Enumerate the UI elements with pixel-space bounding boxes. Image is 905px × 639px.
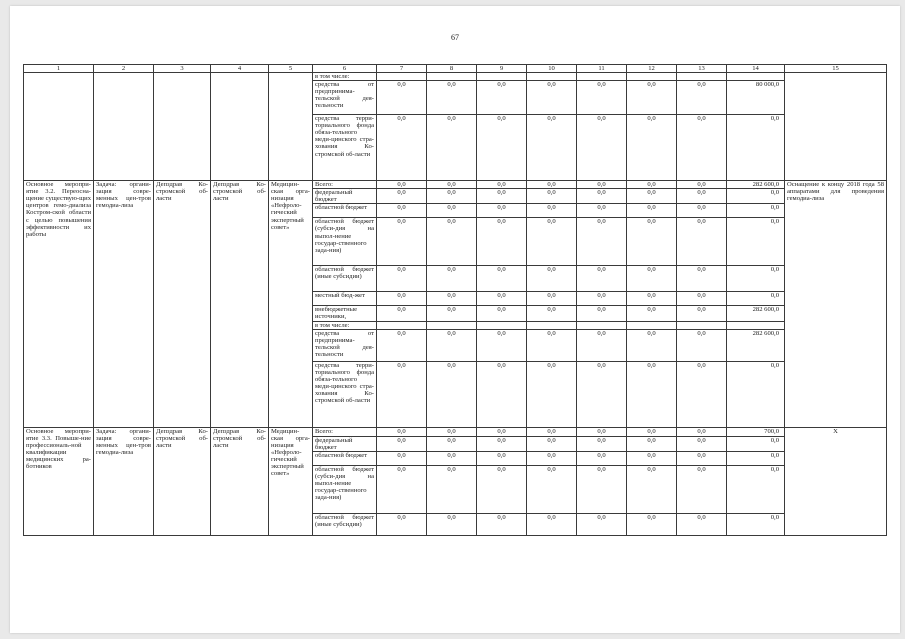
value-cell: 0,0 bbox=[677, 465, 727, 513]
column-header-15: 15 bbox=[785, 65, 887, 73]
value-cell: 0,0 bbox=[677, 266, 727, 292]
group-c1-cell bbox=[24, 73, 94, 181]
value-cell: 0,0 bbox=[527, 451, 577, 465]
empty-cell bbox=[577, 321, 627, 329]
group-c2-cell bbox=[94, 73, 154, 181]
source-label: средства терри-ториального фонда обяза-тельного меди-цинского стра-хования Ко-стромской об-ласти bbox=[313, 115, 377, 181]
source-label: областной бюджет (субси-дия на выпол-нение государ-ственного зада-ния) bbox=[313, 465, 377, 513]
result-cell: Оснащение к концу 2018 года 58 аппаратами для проведения гемодиа-лиза bbox=[785, 181, 887, 428]
value-cell: 0,0 bbox=[627, 329, 677, 361]
column-header-3: 3 bbox=[154, 65, 211, 73]
group-c5-cell bbox=[269, 73, 313, 181]
value-cell: 0,0 bbox=[727, 218, 785, 266]
value-cell: 0,0 bbox=[677, 204, 727, 218]
value-cell: 0,0 bbox=[627, 513, 677, 535]
source-label: внебюджетные источники, bbox=[313, 306, 377, 321]
value-cell: 282 600,0 bbox=[727, 306, 785, 321]
value-cell: 0,0 bbox=[377, 513, 427, 535]
value-cell: 0,0 bbox=[577, 218, 627, 266]
value-cell: 0,0 bbox=[627, 361, 677, 427]
column-header-12: 12 bbox=[627, 65, 677, 73]
value-cell: 0,0 bbox=[427, 329, 477, 361]
value-cell: 0,0 bbox=[677, 115, 727, 181]
value-cell: 0,0 bbox=[477, 266, 527, 292]
column-header-2: 2 bbox=[94, 65, 154, 73]
value-cell: 0,0 bbox=[477, 465, 527, 513]
value-cell: 0,0 bbox=[477, 436, 527, 451]
value-cell: 0,0 bbox=[677, 329, 727, 361]
value-cell: 0,0 bbox=[427, 361, 477, 427]
group-c5-cell: Медицин-ская орга-низация «Нефроло-гический экспертный совет» bbox=[269, 427, 313, 535]
result-cell bbox=[785, 73, 887, 181]
group-c3-cell: Депздрав Ко-стромской об-ласти bbox=[154, 181, 211, 428]
value-cell: 0,0 bbox=[477, 329, 527, 361]
value-cell: 0,0 bbox=[527, 361, 577, 427]
empty-cell bbox=[477, 73, 527, 81]
group-c1-cell: Основное меропри-ятие 3.2. Переосна-щение существую-щих центров гемо-диализа Костром-ской области с целью повышения эффективности их работы bbox=[24, 181, 94, 428]
value-cell: 0,0 bbox=[527, 436, 577, 451]
value-cell: 700,0 bbox=[727, 427, 785, 436]
value-cell: 0,0 bbox=[577, 329, 627, 361]
value-cell: 0,0 bbox=[477, 451, 527, 465]
value-cell: 0,0 bbox=[427, 513, 477, 535]
value-cell: 0,0 bbox=[427, 266, 477, 292]
empty-cell bbox=[727, 321, 785, 329]
value-cell: 0,0 bbox=[477, 181, 527, 189]
value-cell: 0,0 bbox=[727, 513, 785, 535]
value-cell: 0,0 bbox=[677, 218, 727, 266]
value-cell: 0,0 bbox=[527, 513, 577, 535]
value-cell: 0,0 bbox=[727, 189, 785, 204]
value-cell: 0,0 bbox=[577, 181, 627, 189]
empty-cell bbox=[427, 321, 477, 329]
value-cell: 0,0 bbox=[477, 361, 527, 427]
source-label: областной бюджет bbox=[313, 204, 377, 218]
value-cell: 0,0 bbox=[377, 292, 427, 306]
value-cell: 0,0 bbox=[427, 451, 477, 465]
value-cell: 0,0 bbox=[627, 181, 677, 189]
source-label: Всего: bbox=[313, 427, 377, 436]
source-label: областной бюджет (субси-дия на выпол-нение государ-ственного зада-ния) bbox=[313, 218, 377, 266]
value-cell: 0,0 bbox=[577, 361, 627, 427]
result-cell: Х bbox=[785, 427, 887, 535]
column-header-11: 11 bbox=[577, 65, 627, 73]
value-cell: 0,0 bbox=[377, 218, 427, 266]
value-cell: 0,0 bbox=[377, 181, 427, 189]
value-cell: 0,0 bbox=[577, 115, 627, 181]
column-header-14: 14 bbox=[727, 65, 785, 73]
source-label: федеральный бюджет bbox=[313, 189, 377, 204]
source-label: средства терри-ториального фонда обяза-тельного меди-цинского стра-хования Ко-стромской об-ласти bbox=[313, 361, 377, 427]
value-cell: 0,0 bbox=[377, 306, 427, 321]
value-cell: 0,0 bbox=[427, 115, 477, 181]
source-label: местный бюд-жет bbox=[313, 292, 377, 306]
group-c4-cell: Депздрав Ко-стромской об-ласти bbox=[211, 181, 269, 428]
value-cell: 0,0 bbox=[527, 115, 577, 181]
value-cell: 0,0 bbox=[427, 436, 477, 451]
value-cell: 0,0 bbox=[477, 218, 527, 266]
empty-cell bbox=[627, 321, 677, 329]
value-cell: 0,0 bbox=[527, 266, 577, 292]
source-label: средства от предпринима-тельской дея-тельности bbox=[313, 329, 377, 361]
value-cell: 0,0 bbox=[677, 306, 727, 321]
empty-cell bbox=[527, 321, 577, 329]
value-cell: 0,0 bbox=[527, 465, 577, 513]
value-cell: 0,0 bbox=[577, 451, 627, 465]
value-cell: 0,0 bbox=[727, 361, 785, 427]
value-cell: 0,0 bbox=[477, 189, 527, 204]
value-cell: 0,0 bbox=[577, 436, 627, 451]
group-c4-cell bbox=[211, 73, 269, 181]
empty-cell bbox=[577, 73, 627, 81]
empty-cell bbox=[677, 73, 727, 81]
value-cell: 0,0 bbox=[377, 189, 427, 204]
value-cell: 0,0 bbox=[677, 181, 727, 189]
column-header-8: 8 bbox=[427, 65, 477, 73]
column-header-1: 1 bbox=[24, 65, 94, 73]
value-cell: 0,0 bbox=[727, 292, 785, 306]
empty-cell bbox=[377, 321, 427, 329]
value-cell: 0,0 bbox=[627, 306, 677, 321]
value-cell: 0,0 bbox=[627, 189, 677, 204]
group-c3-cell bbox=[154, 73, 211, 181]
value-cell: 0,0 bbox=[677, 361, 727, 427]
value-cell: 80 000,0 bbox=[727, 81, 785, 115]
table-row bbox=[24, 73, 887, 81]
value-cell: 0,0 bbox=[627, 266, 677, 292]
value-cell: 0,0 bbox=[677, 451, 727, 465]
value-cell: 0,0 bbox=[427, 189, 477, 204]
source-label: в том числе: bbox=[313, 321, 377, 329]
value-cell: 0,0 bbox=[477, 204, 527, 218]
group-c2-cell: Задача: органи-зация совре-менных цен-тров гемодиа-лиза bbox=[94, 181, 154, 428]
value-cell: 0,0 bbox=[477, 292, 527, 306]
value-cell: 0,0 bbox=[727, 204, 785, 218]
value-cell: 0,0 bbox=[377, 427, 427, 436]
value-cell: 282 600,0 bbox=[727, 181, 785, 189]
source-label: средства от предпринима-тельской дея-тельности bbox=[313, 81, 377, 115]
value-cell: 0,0 bbox=[627, 115, 677, 181]
value-cell: 0,0 bbox=[377, 451, 427, 465]
value-cell: 0,0 bbox=[627, 81, 677, 115]
value-cell: 0,0 bbox=[427, 292, 477, 306]
group-c4-cell: Депздрав Ко-стромской об-ласти bbox=[211, 427, 269, 535]
group-c3-cell: Депздрав Ко-стромской об-ласти bbox=[154, 427, 211, 535]
value-cell: 0,0 bbox=[577, 465, 627, 513]
table-row bbox=[24, 181, 887, 189]
value-cell: 0,0 bbox=[527, 204, 577, 218]
value-cell: 0,0 bbox=[727, 436, 785, 451]
empty-cell bbox=[477, 321, 527, 329]
source-label: областной бюджет bbox=[313, 451, 377, 465]
document-page bbox=[10, 6, 900, 633]
value-cell: 0,0 bbox=[377, 81, 427, 115]
value-cell: 0,0 bbox=[627, 427, 677, 436]
value-cell: 0,0 bbox=[427, 218, 477, 266]
value-cell: 0,0 bbox=[577, 204, 627, 218]
page-number: 67 bbox=[451, 33, 459, 42]
empty-cell bbox=[427, 73, 477, 81]
empty-cell bbox=[527, 73, 577, 81]
value-cell: 0,0 bbox=[477, 513, 527, 535]
value-cell: 0,0 bbox=[677, 292, 727, 306]
value-cell: 0,0 bbox=[677, 513, 727, 535]
value-cell: 0,0 bbox=[677, 189, 727, 204]
value-cell: 0,0 bbox=[577, 513, 627, 535]
value-cell: 0,0 bbox=[427, 306, 477, 321]
value-cell: 0,0 bbox=[527, 181, 577, 189]
empty-cell bbox=[677, 321, 727, 329]
column-header-4: 4 bbox=[211, 65, 269, 73]
budget-table bbox=[23, 64, 887, 536]
group-c1-cell: Основное меропри-ятие 3.3. Повыше-ние профессиональ-ной квалификации медицинских ра-ботников bbox=[24, 427, 94, 535]
column-header-7: 7 bbox=[377, 65, 427, 73]
value-cell: 0,0 bbox=[377, 436, 427, 451]
value-cell: 0,0 bbox=[677, 81, 727, 115]
value-cell: 0,0 bbox=[727, 451, 785, 465]
empty-cell bbox=[727, 73, 785, 81]
source-label: областной бюджет (иные субсидии) bbox=[313, 513, 377, 535]
value-cell: 0,0 bbox=[677, 427, 727, 436]
group-c2-cell: Задача: органи-зация совре-менных цен-тров гемодиа-лиза bbox=[94, 427, 154, 535]
value-cell: 0,0 bbox=[377, 465, 427, 513]
column-header-10: 10 bbox=[527, 65, 577, 73]
value-cell: 0,0 bbox=[627, 465, 677, 513]
value-cell: 0,0 bbox=[477, 306, 527, 321]
value-cell: 0,0 bbox=[627, 451, 677, 465]
column-header-13: 13 bbox=[677, 65, 727, 73]
value-cell: 0,0 bbox=[527, 189, 577, 204]
source-label: Всего: bbox=[313, 181, 377, 189]
value-cell: 0,0 bbox=[427, 81, 477, 115]
value-cell: 0,0 bbox=[527, 292, 577, 306]
table-row bbox=[24, 427, 887, 436]
value-cell: 0,0 bbox=[377, 329, 427, 361]
source-label: областной бюджет (иные субсидии) bbox=[313, 266, 377, 292]
column-header-6: 6 bbox=[313, 65, 377, 73]
value-cell: 0,0 bbox=[577, 427, 627, 436]
value-cell: 282 600,0 bbox=[727, 329, 785, 361]
value-cell: 0,0 bbox=[727, 465, 785, 513]
value-cell: 0,0 bbox=[727, 115, 785, 181]
value-cell: 0,0 bbox=[477, 115, 527, 181]
value-cell: 0,0 bbox=[627, 218, 677, 266]
value-cell: 0,0 bbox=[577, 292, 627, 306]
group-c5-cell: Медицин-ская орга-низация «Нефроло-гический экспертный совет» bbox=[269, 181, 313, 428]
value-cell: 0,0 bbox=[527, 329, 577, 361]
value-cell: 0,0 bbox=[377, 115, 427, 181]
value-cell: 0,0 bbox=[427, 204, 477, 218]
column-header-9: 9 bbox=[477, 65, 527, 73]
value-cell: 0,0 bbox=[377, 361, 427, 427]
value-cell: 0,0 bbox=[427, 181, 477, 189]
value-cell: 0,0 bbox=[527, 81, 577, 115]
column-header-5: 5 bbox=[269, 65, 313, 73]
value-cell: 0,0 bbox=[627, 204, 677, 218]
value-cell: 0,0 bbox=[577, 189, 627, 204]
value-cell: 0,0 bbox=[527, 306, 577, 321]
value-cell: 0,0 bbox=[527, 427, 577, 436]
value-cell: 0,0 bbox=[577, 81, 627, 115]
empty-cell bbox=[627, 73, 677, 81]
value-cell: 0,0 bbox=[577, 306, 627, 321]
value-cell: 0,0 bbox=[477, 81, 527, 115]
value-cell: 0,0 bbox=[377, 266, 427, 292]
value-cell: 0,0 bbox=[727, 266, 785, 292]
source-label: в том числе: bbox=[313, 73, 377, 81]
column-header-row bbox=[24, 65, 887, 73]
empty-cell bbox=[377, 73, 427, 81]
value-cell: 0,0 bbox=[377, 204, 427, 218]
value-cell: 0,0 bbox=[427, 427, 477, 436]
value-cell: 0,0 bbox=[577, 266, 627, 292]
value-cell: 0,0 bbox=[677, 436, 727, 451]
source-label: федеральный бюджет bbox=[313, 436, 377, 451]
value-cell: 0,0 bbox=[627, 436, 677, 451]
value-cell: 0,0 bbox=[627, 292, 677, 306]
value-cell: 0,0 bbox=[427, 465, 477, 513]
value-cell: 0,0 bbox=[527, 218, 577, 266]
value-cell: 0,0 bbox=[477, 427, 527, 436]
